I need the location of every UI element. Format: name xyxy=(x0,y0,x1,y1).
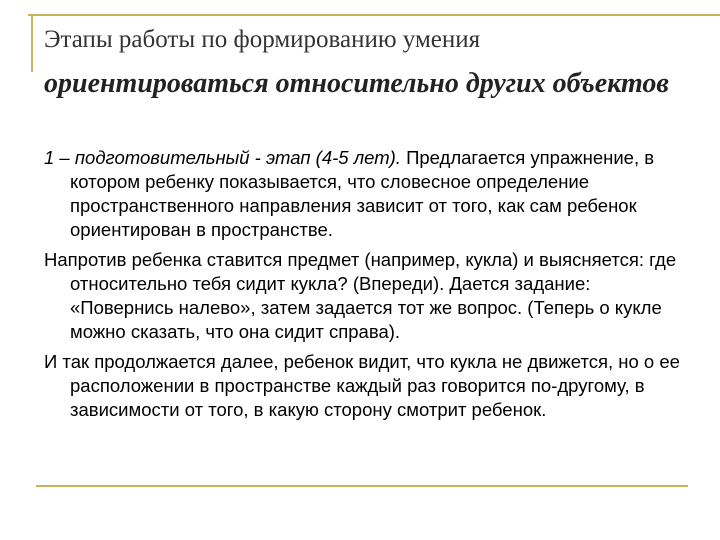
paragraph-2: Напротив ребенка ставится предмет (например, кукла) и выясняется: где относительно тебя сидит кукла? (Впереди). Дается задание: «Повернись налево», затем задается тот же вопрос. (Теперь о кукле можно сказать, что она сидит справа). xyxy=(44,249,677,342)
bottom-divider xyxy=(36,485,688,487)
title-accent-bar xyxy=(31,14,33,72)
paragraph-stage-1 xyxy=(44,146,694,242)
stage-heading: 1 – подготовительный - этап (4-5 лет). xyxy=(44,147,401,168)
stage-1-text: Предлагается упражнение, в котором ребенку показывается, что словесное определение пространственного направления зависит от того, как сам ребенок ориентирован в пространстве. xyxy=(70,147,655,240)
slide-title-line2: ориентироваться относительно других объектов xyxy=(44,68,669,99)
slide-title-line1: Этапы работы по формированию умения xyxy=(44,26,481,53)
paragraph-3: И так продолжается далее, ребенок видит, что кукла не движется, но о ее расположении в пространстве каждый раз говорится по-другому, в зависимости от того, в какую сторону смотрит ребенок. xyxy=(44,351,680,420)
slide-body xyxy=(44,146,694,428)
top-divider xyxy=(28,14,720,16)
